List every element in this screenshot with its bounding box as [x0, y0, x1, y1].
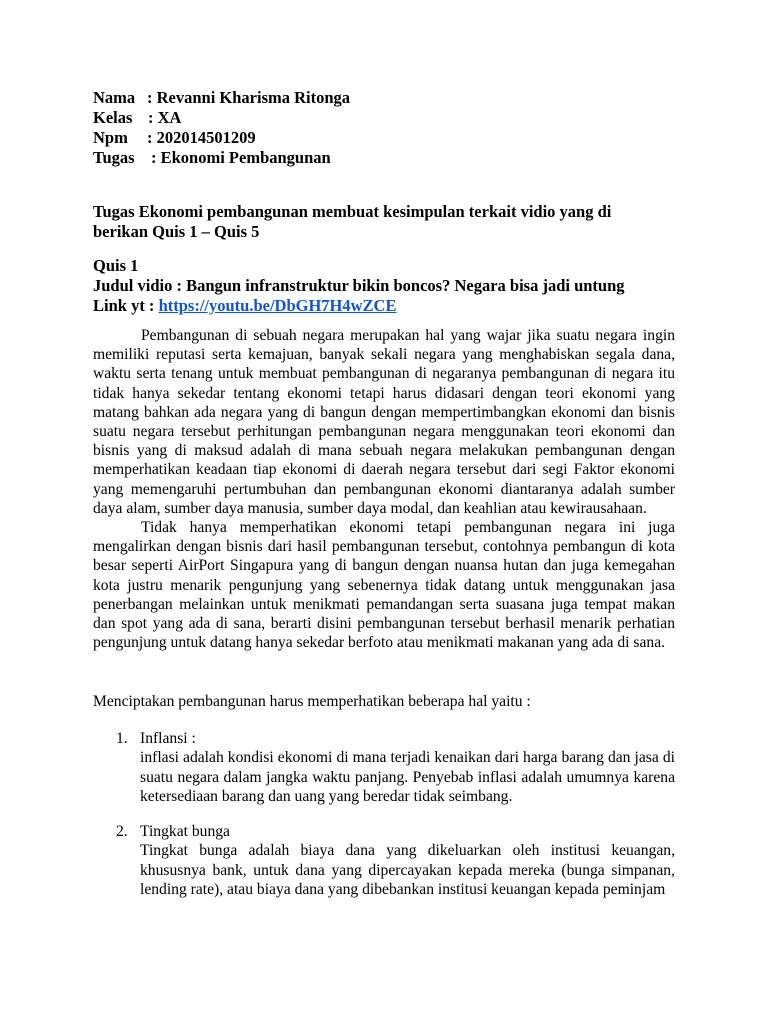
header-row-kelas	[93, 108, 350, 128]
list-item-description: inflasi adalah kondisi ekonomi di mana terjadi kenaikan dari harga barang dan jasa di suatu negara dalam jangka waktu panjang. Penyebab inflasi adalah umumnya karena ketersediaan barang dan uang yang beredar tidak seimbang.	[140, 749, 675, 806]
video-link-line	[93, 296, 693, 316]
body-paragraphs	[93, 326, 675, 652]
list-item-description: Tingkat bunga adalah biaya dana yang dikeluarkan oleh institusi keuangan, khususnya bank, untuk dana yang dipercayakan kepada mereka (bunga simpanan, lending rate), atau biaya dana yang dibebankan institusi keuangan kepada peminjam	[140, 842, 675, 899]
header-value: : XA	[148, 108, 182, 127]
video-link[interactable]: https://youtu.be/DbGH7H4wZCE	[158, 296, 397, 315]
paragraph: Tidak hanya memperhatikan ekonomi tetapi pembangunan negara ini juga mengalirkan dengan bisnis dari hasil pembangunan tersebut, contohnya pembangun di kota besar seperti AirPort Singapura yang di bangun dengan nuansa hutan dan juga kemegahan kota justru menarik pengunjung yang sebenernya tidak datang untuk menggunakan jasa penerbangan melainkan untuk menikmati pemandangan serta suasana juga tempat makan dan spot yang ada di sana, berarti disini pembangunan tersebut berhasil menarik perhatian pengunjung untuk datang hanya sekedar berfoto atau menikmati makanan yang ada di sana.	[93, 519, 675, 652]
header-row-npm	[93, 128, 350, 148]
student-info-header	[93, 88, 350, 168]
list-number: 1.	[116, 730, 128, 747]
quis-heading: Quis 1	[93, 256, 139, 275]
header-value: : Revanni Kharisma Ritonga	[147, 88, 351, 107]
video-link-label: Link yt :	[93, 296, 159, 315]
video-title: Judul vidio : Bangun infranstruktur bikin boncos? Negara bisa jadi untung	[93, 276, 625, 295]
header-value: : Ekonomi Pembangunan	[151, 148, 331, 167]
list-item	[116, 822, 675, 900]
header-label: Npm	[93, 128, 128, 147]
list-item	[116, 729, 675, 807]
header-row-tugas	[93, 148, 350, 168]
list-number: 2.	[116, 823, 128, 840]
header-value: : 202014501209	[147, 128, 256, 147]
list-item-title: Inflansi :	[140, 730, 196, 747]
header-label: Nama	[93, 88, 136, 107]
list-item-title: Tingkat bunga	[140, 823, 230, 840]
list-lead-text: Menciptakan pembangunan harus memperhatikan beberapa hal yaitu :	[93, 693, 531, 710]
header-row-nama	[93, 88, 350, 108]
paragraph: Pembangunan di sebuah negara merupakan hal yang wajar jika suatu negara ingin memiliki reputasi serta kemajuan, banyak sekali negara yang menghabiskan segala dana, waktu serta tenang untuk membuat pembangunan di negaranya pembangunan di negara itu tidak hanya sekedar tentang ekonomi tetapi harus didasari dengan teori ekonomi yang matang bahkan ada negara yang di bangun dengan mempertimbangkan ekonomi dan bisnis suatu negara tersebut perhitungan pembangunan negara menggunakan teori ekonomi dan bisnis yang di maksud adalah di mana sebuah negara melakukan pembangunan dengan memperhatikan keadaan tiap ekonomi di daerah negara tersebut dari segi Faktor ekonomi yang memengaruhi pertumbuhan dan pembangunan ekonomi diantaranya adalah sumber daya alam, sumber daya manusia, sumber daya modal, dan keahlian atau kewirausahaan.	[93, 327, 675, 517]
quis-section-header	[93, 256, 693, 316]
header-label: Tugas	[93, 148, 135, 167]
assignment-intro: Tugas Ekonomi pembangunan membuat kesimpulan terkait vidio yang di berikan Quis 1 – Quis 5	[93, 202, 612, 241]
header-label: Kelas	[93, 108, 133, 127]
